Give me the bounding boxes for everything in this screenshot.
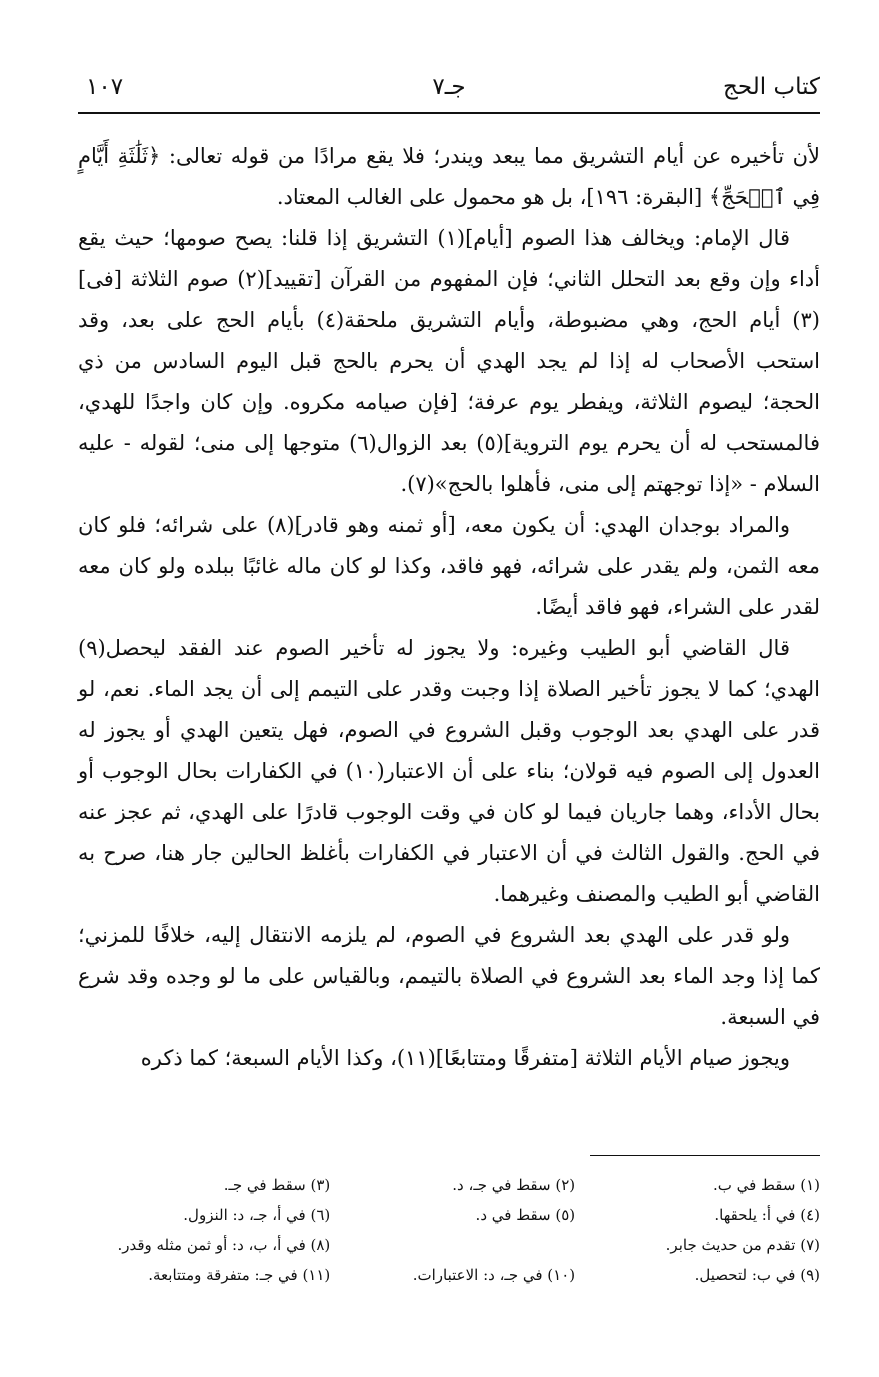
volume-label: جـ٧ [432,74,466,100]
book-title: كتاب الحج [723,74,820,100]
footnote: (١٠) في جـ، د: الاعتبارات. [412,1266,576,1284]
header-divider [78,112,820,114]
footnote: (٣) سقط في جـ. [223,1176,331,1194]
footnote: (٦) في أ، جـ، د: النزول. [183,1206,331,1224]
footnote: (٤) في أ: يلحقها. [714,1206,820,1224]
footnote-row [78,1230,820,1260]
paragraph: ويجوز صيام الأيام الثلاثة [متفرقًا ومتتابعًا](١١)، وكذا الأيام السبعة؛ كما ذكره [140,1046,790,1070]
paragraph: قال القاضي أبو الطيب وغيره: ولا يجوز له تأخير الصوم عند الفقد ليحصل(٩) الهدي؛ كما لا يجوز تأخير الصلاة إذا وجبت وقدر على التيمم إلى أن يجد الماء. نعم، لو قدر على الهدي بعد الوجوب وقبل الشروع في الصوم، فهل يتعين الهدي أو يجوز له العدول إلى الصوم فيه قولان؛ بناء على أن الاعتبار(١٠) في الكفارات بحال الوجوب أو بحال الأداء، وهما جاريان فيما لو كان في وقت الوجوب قادرًا على الهدي، ثم عجز عنه في الحج. والقول الثالث في أن الاعتبار في الكفارات بأغلظ الحالين جار هنا، صرح به القاضي أبو الطيب والمصنف وغيرهما. [78,636,821,906]
footnote: (٩) في ب: لتحصيل. [694,1266,820,1284]
footnote: (١١) في جـ: متفرقة ومتتابعة. [148,1266,331,1284]
page-number: ١٠٧ [86,74,124,100]
footnote-row [78,1200,820,1230]
footnote: (٧) تقدم من حديث جابر. [665,1236,820,1254]
running-header [78,70,820,104]
footnote-row [78,1260,820,1290]
footnotes [78,1170,820,1290]
footnote: (٥) سقط في د. [475,1206,576,1224]
footnote: (٨) في أ، ب، د: أو ثمن مثله وقدر. [117,1236,331,1254]
paragraph: والمراد بوجدان الهدي: أن يكون معه، [أو ثمنه وهو قادر](٨) على شرائه؛ فلو كان معه الثمن، ولم يقدر على شرائه، فهو فاقد، وكذا لو كان ماله غائبًا ببلده ولو كان معه لقدر على الشراء، فهو فاقد أيضًا. [78,513,820,619]
paragraph: ولو قدر على الهدي بعد الشروع في الصوم، لم يلزمه الانتقال إليه، خلافًا للمزني؛ كما إذا وجد الماء بعد الشروع في الصلاة بالتيمم، وبالقياس على ما لو وجده وقد شرع في السبعة. [78,923,820,1029]
footnote: (٢) سقط في جـ، د. [452,1176,576,1194]
paragraph: لأن تأخيره عن أيام التشريق مما يبعد ويندر؛ فلا يقع مرادًا من قوله تعالى: ﴿ثَلَٰثَةِ أَيَّامٍ فِي ٱلۡحَجِّ﴾ [البقرة: ١٩٦]، بل هو محمول على الغالب المعتاد. [78,144,820,209]
paragraph: قال الإمام: ويخالف هذا الصوم [أيام](١) التشريق إذا قلنا: يصح صومها؛ حيث يقع أداء وإن وقع بعد التحلل الثاني؛ فإن المفهوم من القرآن [تقييد](٢) صوم الثلاثة [فى](٣) أيام الحج، وهي مضبوطة، وأيام التشريق ملحقة(٤) بأيام الحج على بعد، وقد استحب الأصحاب له إذا لم يجد الهدي أن يحرم بالحج قبل اليوم السادس من ذي الحجة؛ ليصوم الثلاثة، ويفطر يوم عرفة؛ [فإن صيامه مكروه. وإن كان واجدًا للهدي، فالمستحب له أن يحرم يوم التروية](٥) بعد الزوال(٦) متوجها إلى منى؛ لقوله - عليه السلام - «إذا توجهتم إلى منى، فأهلوا بالحج»(٧). [78,226,820,496]
footnote-row [78,1170,820,1200]
footnote-divider [590,1155,820,1156]
main-text [78,136,820,1079]
footnote: (١) سقط في ب. [712,1176,820,1194]
